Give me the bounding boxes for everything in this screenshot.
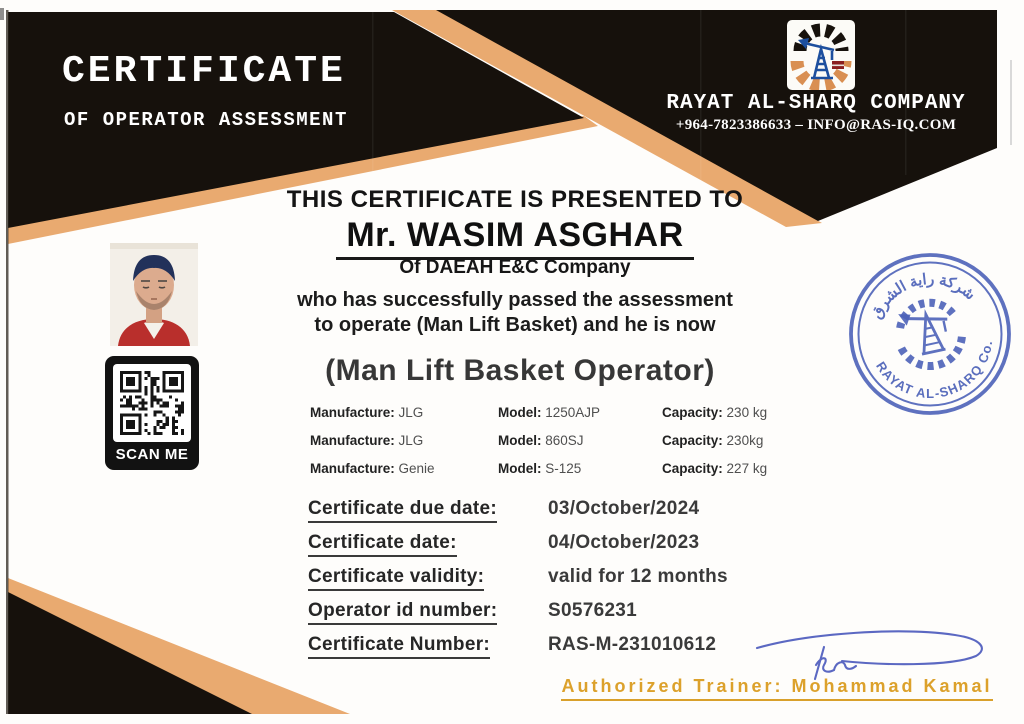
manufacture-label: Manufacture:	[310, 461, 395, 476]
manufacture-value: JLG	[398, 433, 424, 448]
equipment-row	[310, 433, 950, 451]
detail-label: Certificate Number:	[308, 634, 490, 659]
detail-label: Certificate validity:	[308, 566, 484, 591]
qr-modules	[120, 371, 184, 435]
capacity-label: Capacity:	[662, 433, 723, 448]
stamp-arabic-text: شركة راية الشرق	[867, 270, 979, 322]
qr-scan-me-label: SCAN ME	[115, 446, 189, 463]
detail-row-date	[308, 532, 788, 558]
statement-line2: to operate (Man Lift Basket) and he is now	[314, 314, 716, 336]
certificate-banner-subtitle: OF OPERATOR ASSESSMENT	[64, 109, 348, 131]
capacity-value: 230 kg	[726, 405, 768, 420]
certificate-banner-title: CERTIFICATE	[62, 50, 346, 93]
detail-value: S0576231	[548, 600, 638, 621]
qr-code	[105, 356, 199, 470]
operator-name	[255, 216, 775, 260]
detail-value: valid for 12 months	[548, 566, 728, 587]
detail-row-operator-id	[308, 600, 788, 626]
detail-value: 03/October/2024	[548, 498, 700, 519]
model-label: Model:	[498, 405, 542, 420]
detail-label: Certificate date:	[308, 532, 457, 557]
model-value: S-125	[545, 461, 582, 476]
company-stamp	[830, 234, 1024, 433]
operator-role-heading: (Man Lift Basket Operator)	[325, 354, 715, 387]
detail-label: Operator id number:	[308, 600, 497, 625]
operator-company: Of DAEAH E&C Company	[399, 257, 631, 278]
capacity-value: 230kg	[726, 433, 764, 448]
capacity-label: Capacity:	[662, 461, 723, 476]
manufacture-label: Manufacture:	[310, 433, 395, 448]
gear-oil-pump-icon	[787, 20, 855, 90]
company-contact: +964-7823386633 – INFO@RAS-IQ.COM	[675, 117, 957, 133]
detail-value: RAS-M-231010612	[548, 634, 717, 655]
statement-line1: who has successfully passed the assessment	[297, 289, 733, 311]
qr-pattern-area	[113, 364, 191, 442]
model-label: Model:	[498, 433, 542, 448]
stamp-english-text: RAYAT AL-SHARQ Co.	[873, 339, 996, 401]
detail-label: Certificate due date:	[308, 498, 497, 523]
equipment-row	[310, 405, 950, 423]
capacity-label: Capacity:	[662, 405, 723, 420]
company-logo	[787, 20, 855, 90]
detail-row-validity	[308, 566, 788, 592]
capacity-value: 227 kg	[726, 461, 768, 476]
model-label: Model:	[498, 461, 542, 476]
detail-row-cert-number	[308, 634, 788, 660]
trainer-signature	[730, 615, 1024, 700]
authorized-trainer-text: Authorized Trainer: Mohammad Kamal	[561, 676, 992, 701]
detail-value: 04/October/2023	[548, 532, 700, 553]
operator-name-text: Mr. WASIM ASGHAR	[336, 216, 693, 260]
detail-row-due-date	[308, 498, 788, 524]
model-value: 860SJ	[545, 433, 584, 448]
presented-to-heading: THIS CERTIFICATE IS PRESENTED TO	[286, 186, 744, 213]
manufacture-value: Genie	[398, 461, 435, 476]
manufacture-value: JLG	[398, 405, 424, 420]
manufacture-label: Manufacture:	[310, 405, 395, 420]
model-value: 1250AJP	[545, 405, 601, 420]
equipment-row	[310, 461, 950, 479]
operator-photo	[110, 243, 198, 346]
company-name: RAYAT AL-SHARQ COMPANY	[666, 92, 966, 115]
